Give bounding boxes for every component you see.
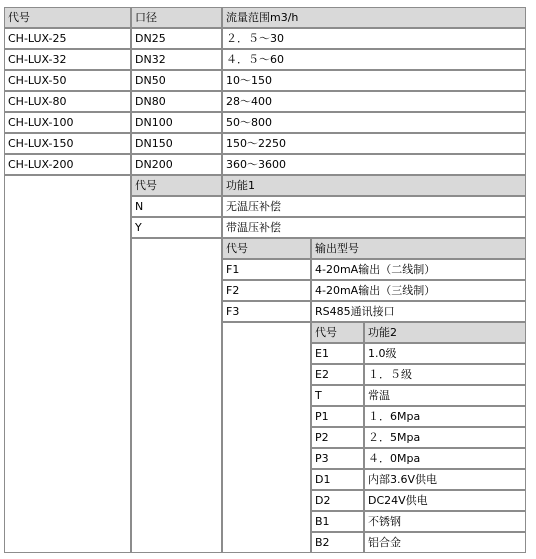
function1-code-cell: Y: [131, 217, 222, 238]
model-caliber-cell: DN200: [131, 154, 222, 175]
function1-value-cell: 带温压补偿: [222, 217, 526, 238]
function2-code-cell: T: [311, 385, 364, 406]
model-code-cell: CH-LUX-200: [4, 154, 131, 175]
model-flow-cell: ４．５～60: [222, 49, 526, 70]
function2-value-cell: 不锈钢: [364, 511, 526, 532]
function2-value-cell: １．6Mpa: [364, 406, 526, 427]
model-flow-cell: 150～2250: [222, 133, 526, 154]
header-code: 代号: [311, 322, 364, 343]
header-function1: 功能1: [222, 175, 526, 196]
function1-code-cell: N: [131, 196, 222, 217]
header-function2: 功能2: [364, 322, 526, 343]
blank-column-cell: [222, 322, 311, 553]
model-flow-cell: 360～3600: [222, 154, 526, 175]
function2-value-cell: 常温: [364, 385, 526, 406]
function2-code-cell: E1: [311, 343, 364, 364]
function2-value-cell: ４．0Mpa: [364, 448, 526, 469]
header-flow-range: 流量范围m3/h: [222, 7, 526, 28]
model-caliber-cell: DN100: [131, 112, 222, 133]
function2-value-cell: 1.0级: [364, 343, 526, 364]
header-output-type: 输出型号: [311, 238, 526, 259]
model-code-cell: CH-LUX-50: [4, 70, 131, 91]
blank-column-cell: [131, 238, 222, 553]
function2-code-cell: B2: [311, 532, 364, 553]
function2-code-cell: E2: [311, 364, 364, 385]
header-code: 代号: [131, 175, 222, 196]
function2-code-cell: P3: [311, 448, 364, 469]
output-code-cell: F3: [222, 301, 311, 322]
output-code-cell: F2: [222, 280, 311, 301]
blank-column-cell: [4, 175, 131, 553]
function2-value-cell: 内部3.6V供电: [364, 469, 526, 490]
model-flow-cell: 10～150: [222, 70, 526, 91]
output-value-cell: 4-20mA输出（三线制）: [311, 280, 526, 301]
model-caliber-cell: DN50: [131, 70, 222, 91]
header-code: 代号: [4, 7, 131, 28]
model-code-cell: CH-LUX-32: [4, 49, 131, 70]
function2-value-cell: １．５级: [364, 364, 526, 385]
model-code-cell: CH-LUX-150: [4, 133, 131, 154]
model-code-cell: CH-LUX-25: [4, 28, 131, 49]
output-code-cell: F1: [222, 259, 311, 280]
header-caliber: 口径: [131, 7, 222, 28]
model-code-cell: CH-LUX-80: [4, 91, 131, 112]
function1-value-cell: 无温压补偿: [222, 196, 526, 217]
function2-code-cell: D1: [311, 469, 364, 490]
model-flow-cell: ２．５～30: [222, 28, 526, 49]
model-flow-cell: 28～400: [222, 91, 526, 112]
model-caliber-cell: DN25: [131, 28, 222, 49]
function2-code-cell: P1: [311, 406, 364, 427]
function2-code-cell: B1: [311, 511, 364, 532]
model-caliber-cell: DN32: [131, 49, 222, 70]
model-caliber-cell: DN80: [131, 91, 222, 112]
function2-value-cell: ２．5Mpa: [364, 427, 526, 448]
function2-value-cell: DC24V供电: [364, 490, 526, 511]
output-value-cell: RS485通讯接口: [311, 301, 526, 322]
function2-code-cell: D2: [311, 490, 364, 511]
model-caliber-cell: DN150: [131, 133, 222, 154]
model-code-cell: CH-LUX-100: [4, 112, 131, 133]
function2-value-cell: 铝合金: [364, 532, 526, 553]
function2-code-cell: P2: [311, 427, 364, 448]
output-value-cell: 4-20mA输出（二线制）: [311, 259, 526, 280]
header-code: 代号: [222, 238, 311, 259]
model-flow-cell: 50～800: [222, 112, 526, 133]
